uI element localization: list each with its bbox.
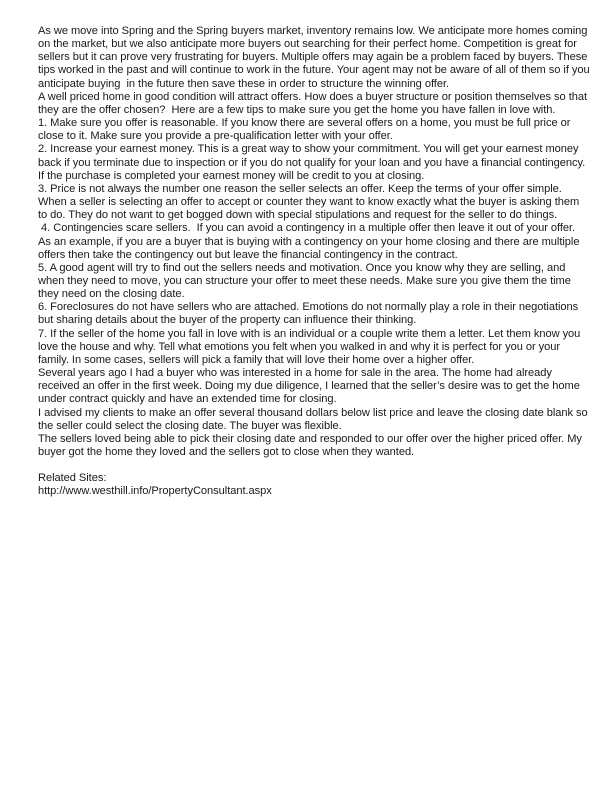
related-site-link[interactable]: http://www.westhill.info/PropertyConsultant.aspx: [38, 485, 272, 498]
document-page: [38, 25, 593, 499]
tip-4-paragraph: 4. Contingencies scare sellers. If you can avoid a contingency in a multiple offer then leave it out of your offer. As an example, if you are a buyer that is buying with a contingency on your home closing and there are multiple offers then take the contingency out but leave the financial contingency in the contract.: [38, 222, 583, 261]
positioning-paragraph: A well priced home in good condition will attract offers. How does a buyer structure or position themselves so that they are the offer chosen? Here are a few tips to make sure you get the home you have fallen in love with.: [38, 90, 591, 116]
intro-paragraph: As we move into Spring and the Spring buyers market, inventory remains low. We anticipate more homes coming on the market, but we also anticipate more buyers out searching for their perfect home. Competition is great for sellers but it can prove very frustrating for buyers. Multiple offers may again be a problem faced by buyers. These tips worked in the past and will continue to work in the future. Your agent may not be aware of all of them so if you anticipate buying in the future then save these in order to structure the winning offer.: [38, 25, 593, 90]
blank-line: [38, 459, 590, 472]
tip-2-paragraph: 2. Increase your earnest money. This is a great way to show your commitment. You will get your earnest money back if you terminate due to inspection or if you do not qualify for your loan and you have a financial contingency. If the purchase is completed your earnest money will be credit to you at closing.: [38, 143, 589, 182]
tip-5-paragraph: 5. A good agent will try to find out the sellers needs and motivation. Once you know why they are selling, and when they need to move, you can structure your offer to meet these needs. Make sure you give them the time they need on the closing date.: [38, 261, 574, 301]
related-sites-label: Related Sites:: [38, 472, 107, 485]
story-paragraph-1: Several years ago I had a buyer who was interested in a home for sale in the area. The home had already received an offer in the first week. Doing my due diligence, I learned that the seller’s desire was to get the home under contract quickly and have an extended time for closing.: [38, 367, 583, 406]
related-sites-link-line: [38, 485, 590, 498]
tip-3-paragraph: 3. Price is not always the number one reason the seller selects an offer. Keep the terms of your offer simple. When a seller is selecting an offer to accept or counter they want to know exactly what the buyer is asking them to do. They do not want to get bogged down with special stipulations and request for the seller to do things.: [38, 182, 583, 222]
tip-7-paragraph: 7. If the seller of the home you fall in love with is an individual or a couple write them a letter. Let them know you love the house and why. Tell what emotions you felt when you walked in and why it is perfect for you or your family. In some cases, sellers will pick a family that will love their home over a higher offer.: [38, 327, 584, 366]
tip-1-paragraph: 1. Make sure you offer is reasonable. If you know there are several offers on a home, you must be full price or close to it. Make sure you provide a pre-qualification letter with your offer.: [38, 117, 574, 143]
tip-6-paragraph: 6. Foreclosures do not have sellers who are attached. Emotions do not normally play a role in their negotiations but sharing details about the buyer of the property can influence their thinking.: [38, 301, 582, 327]
story-paragraph-2: I advised my clients to make an offer several thousand dollars below list price and leave the closing date blank so the seller could select the closing date. The buyer was flexible.: [38, 406, 591, 432]
story-paragraph-3: The sellers loved being able to pick their closing date and responded to our offer over the higher priced offer. My buyer got the home they loved and the sellers got to close when they wanted.: [38, 432, 585, 458]
